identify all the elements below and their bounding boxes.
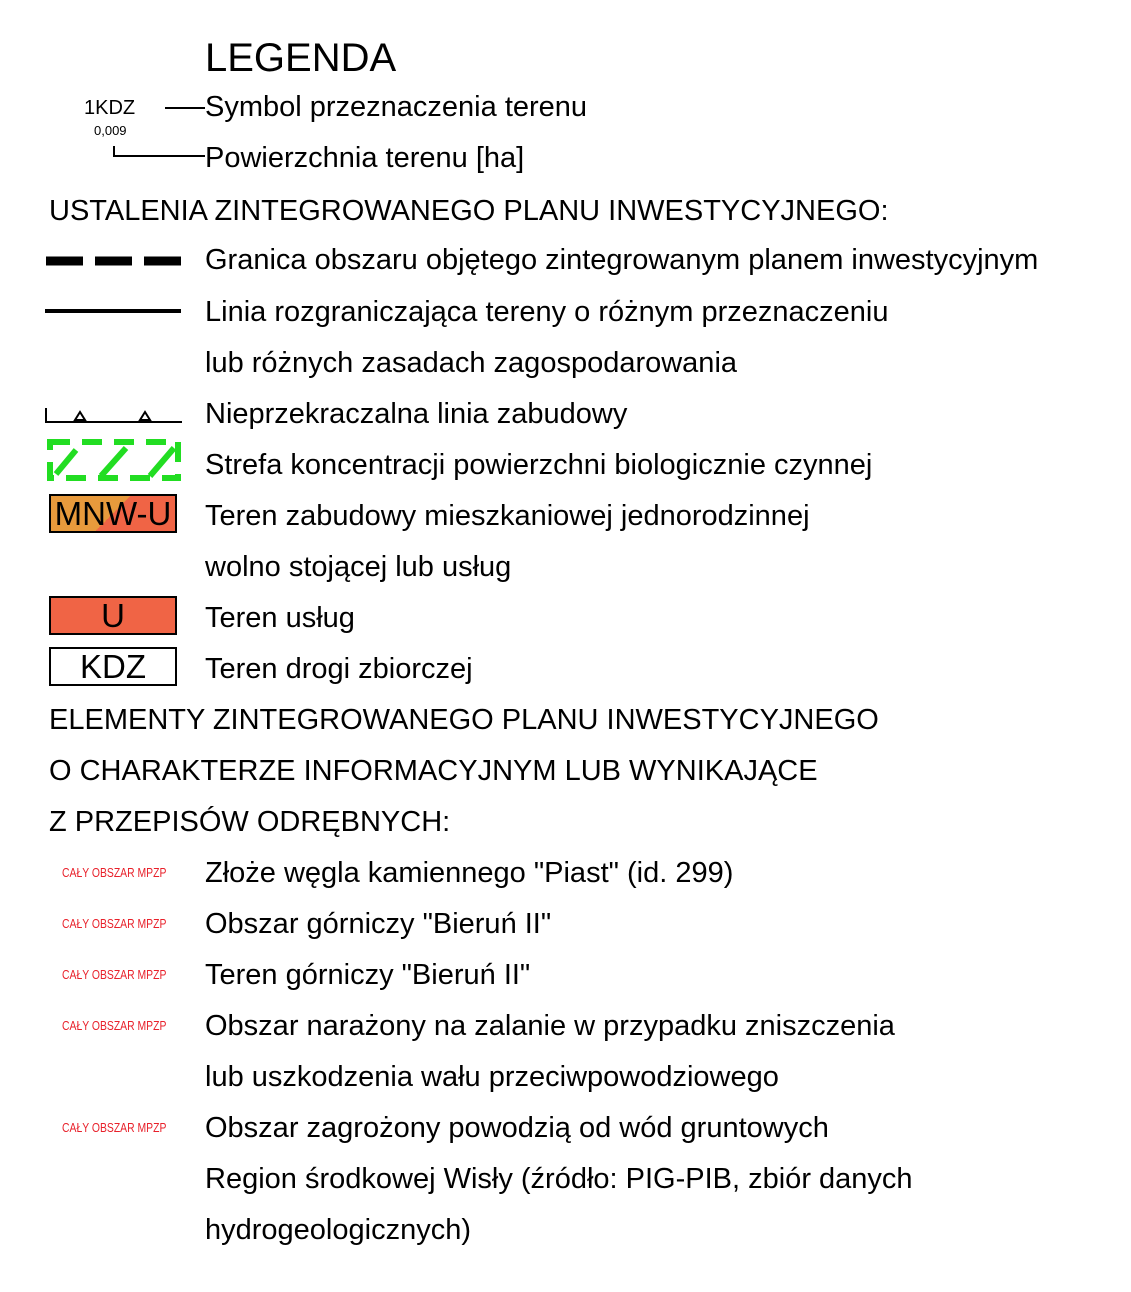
u-desc: Teren usług [205,602,355,634]
kdz-desc: Teren drogi zbiorczej [205,653,473,685]
mining-terrain-desc: Teren górniczy "Bieruń II" [205,959,531,991]
area-marker-label: CAŁY OBSZAR MPZP [62,1018,167,1033]
kdz-swatch: KDZ [49,647,177,686]
mining-area-desc: Obszar górniczy "Bieruń II" [205,908,552,940]
area-marker-label: CAŁY OBSZAR MPZP [62,1120,167,1135]
mnw-u-swatch: MNW-U [49,494,177,533]
plan-boundary-dashed-line [45,254,185,268]
u-swatch: U [49,596,177,635]
groundwater-flood-desc-1: Obszar zagrożony powodzią od wód gruntowych [205,1112,829,1144]
building-line-desc: Nieprzekraczalna linia zabudowy [205,398,628,430]
symbol-desc: Symbol przeznaczenia terenu [205,91,588,123]
section2-heading-1: ELEMENTY ZINTEGROWANEGO PLANU INWESTYCYJNEGO [49,704,879,736]
groundwater-flood-desc-3: hydrogeologicznych) [205,1214,471,1246]
area-leader-line-h [113,155,205,157]
mnw-u-desc-1: Teren zabudowy mieszkaniowej jednorodzinnej [205,500,810,532]
boundary-desc: Granica obszaru objętego zintegrowanym planem inwestycyjnym [205,244,1039,276]
area-marker-label: CAŁY OBSZAR MPZP [62,967,167,982]
flood-area-desc-2: lub uszkodzenia wału przeciwpowodziowego [205,1061,779,1093]
dividing-desc-2: lub różnych zasadach zagospodarowania [205,347,738,379]
example-symbol: 1KDZ [84,97,136,119]
groundwater-flood-desc-2: Region środkowej Wisły (źródło: PIG-PIB, zbiór danych [205,1163,913,1195]
area-marker-label: CAŁY OBSZAR MPZP [62,865,167,880]
dividing-line [45,309,181,313]
area-marker-label: CAŁY OBSZAR MPZP [62,916,167,931]
section2-heading-3: Z PRZEPISÓW ODRĘBNYCH: [49,806,451,838]
bio-active-zone-icon [46,438,182,482]
bio-zone-desc: Strefa koncentracji powierzchni biologicznie czynnej [205,449,873,481]
legend-title: LEGENDA [205,36,397,80]
building-line-icon [44,402,184,426]
coal-deposit-desc: Złoże węgla kamiennego "Piast" (id. 299) [205,857,734,889]
area-desc: Powierzchnia terenu [ha] [205,142,525,174]
flood-area-desc-1: Obszar narażony na zalanie w przypadku zniszczenia [205,1010,895,1042]
dividing-desc-1: Linia rozgraniczająca tereny o różnym przeznaczeniu [205,296,889,328]
section1-heading: USTALENIA ZINTEGROWANEGO PLANU INWESTYCYJNEGO: [49,195,889,227]
section2-heading-2: O CHARAKTERZE INFORMACYJNYM LUB WYNIKAJĄCE [49,755,818,787]
example-area: 0,009 [94,123,127,138]
mnw-u-desc-2: wolno stojącej lub usług [205,551,512,583]
symbol-leader-line [165,107,205,109]
